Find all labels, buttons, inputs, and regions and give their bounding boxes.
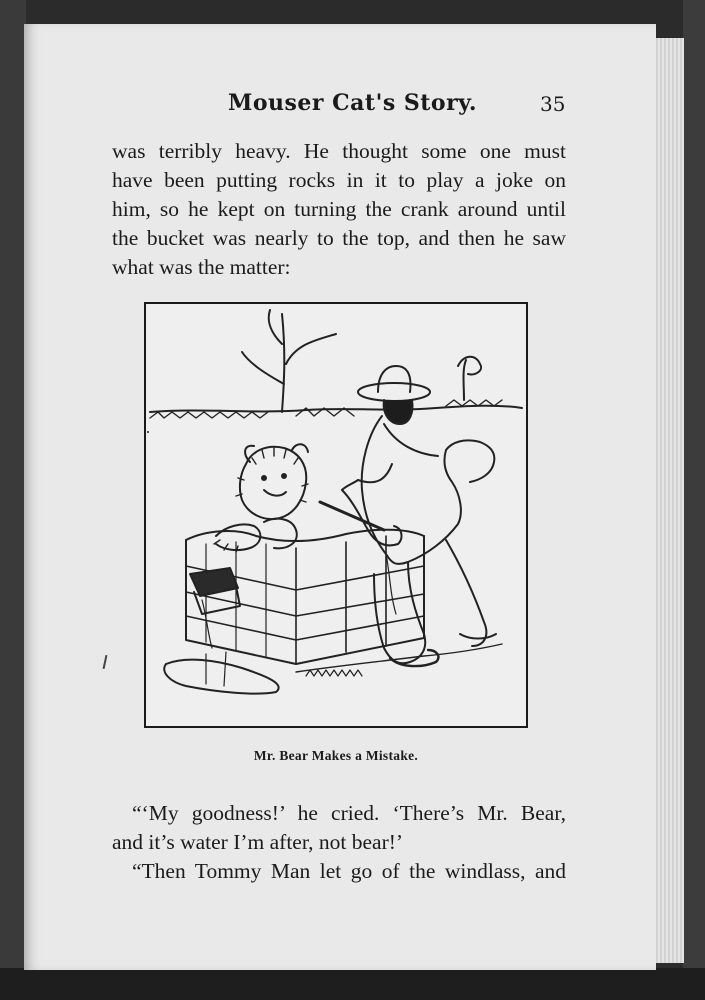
body-text-line: have been putting rocks in it to play a joke on xyxy=(112,168,566,192)
running-header-title: Mouser Cat's Story. xyxy=(228,90,478,116)
body-text-line: the bucket was nearly to the top, and then he saw xyxy=(112,226,566,250)
body-text-line: him, so he kept on turning the crank around until xyxy=(112,197,566,221)
body-text-line: what was the matter: xyxy=(112,255,291,279)
book-cover-left-edge xyxy=(0,0,26,1000)
illustration-bear-at-well xyxy=(144,302,528,728)
bear-well-drawing xyxy=(146,304,526,726)
body-text-line: “‘My goodness!’ he cried. ‘There’s Mr. Bear, xyxy=(132,801,566,825)
body-text-line: and it’s water I’m after, not bear!’ xyxy=(112,830,404,854)
book-cover-bottom-edge xyxy=(0,968,705,1000)
page-number: 35 xyxy=(540,92,566,116)
book-cover-right-edge xyxy=(683,0,705,1000)
body-text-line: “Then Tommy Man let go of the windlass, and xyxy=(132,859,566,883)
body-text-line: was terribly heavy. He thought some one must xyxy=(112,139,566,163)
illustration-caption: Mr. Bear Makes a Mistake. xyxy=(253,748,419,763)
